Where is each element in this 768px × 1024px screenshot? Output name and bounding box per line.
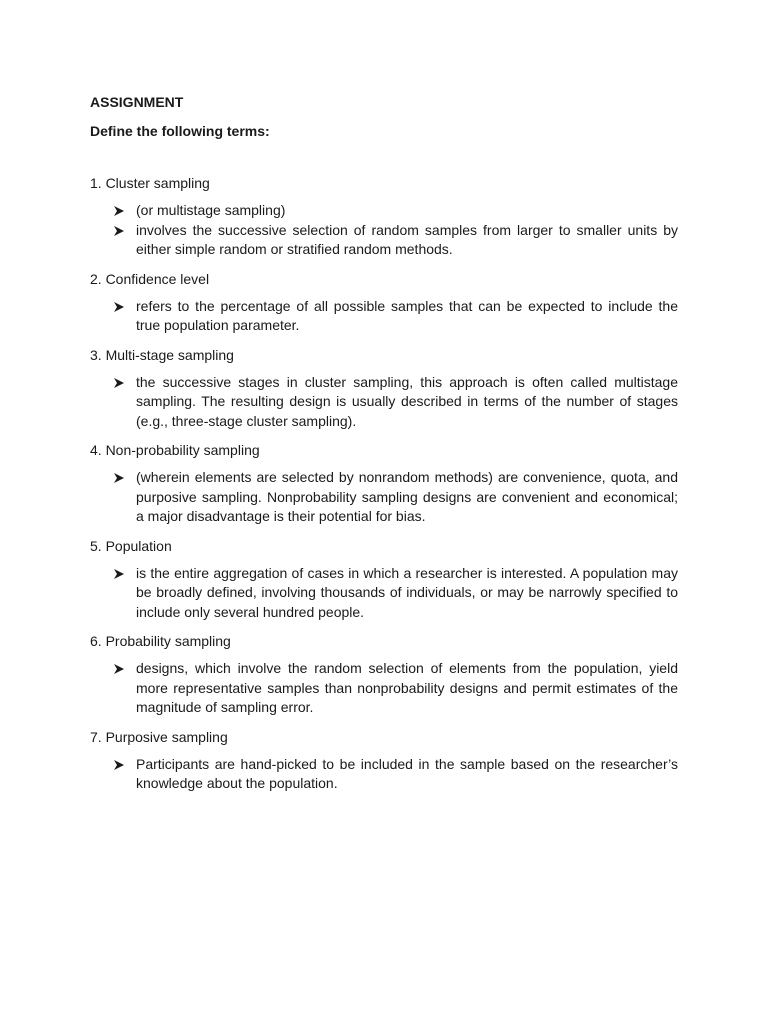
term-heading: 3. Multi-stage sampling xyxy=(90,346,234,363)
document-subtitle: Define the following terms: xyxy=(90,123,270,139)
bullet-item xyxy=(90,201,678,221)
term-list xyxy=(90,173,678,794)
term-heading: 5. Population xyxy=(90,537,172,554)
bullet-text: is the entire aggregation of cases in which a researcher is interested. A population may be broadly defined, involving thousands of individuals, or may be narrowly specified to include only several hundred people. xyxy=(136,564,678,620)
term-item xyxy=(90,631,678,718)
arrowhead-bullet-icon xyxy=(113,473,124,483)
bullet-item xyxy=(90,221,678,260)
bullet-item xyxy=(90,297,678,336)
bullet-list xyxy=(90,201,678,260)
bullet-text: Participants are hand-picked to be included in the sample based on the researcher’s knowledge about the population. xyxy=(136,755,678,791)
term-item xyxy=(90,345,678,432)
term-heading: 7. Purposive sampling xyxy=(90,728,228,745)
bullet-text: involves the successive selection of random samples from larger to smaller units by either simple random or stratified random methods. xyxy=(136,221,678,257)
term-heading: 2. Confidence level xyxy=(90,270,210,287)
bullet-text: refers to the percentage of all possible samples that can be expected to include the true population parameter. xyxy=(136,297,678,333)
document-title: ASSIGNMENT xyxy=(90,94,184,110)
arrowhead-bullet-icon xyxy=(113,664,124,674)
term-heading: 1. Cluster sampling xyxy=(90,175,210,191)
arrowhead-bullet-icon xyxy=(113,206,124,216)
bullet-text: the successive stages in cluster sampling, this approach is often called multistage sampling. The resulting design is usually described in terms of the number of stages (e.g., three-stage cluster sampling). xyxy=(136,373,678,429)
bullet-list xyxy=(90,755,678,794)
bullet-item xyxy=(90,755,678,794)
bullet-list xyxy=(90,373,678,432)
term-heading: 6. Probability sampling xyxy=(90,633,231,649)
term-item xyxy=(90,269,678,336)
term-heading: 4. Non-probability sampling xyxy=(90,442,260,458)
bullet-list xyxy=(90,659,678,718)
term-item xyxy=(90,173,678,260)
term-item xyxy=(90,440,678,527)
bullet-list xyxy=(90,468,678,527)
bullet-item xyxy=(90,564,678,623)
arrowhead-bullet-icon xyxy=(113,302,124,312)
arrowhead-bullet-icon xyxy=(113,569,124,579)
bullet-list xyxy=(90,297,678,336)
bullet-text: (wherein elements are selected by nonrandom methods) are convenience, quota, and purposive sampling. Nonprobability sampling designs are convenient and economical; a major disadvantage is their potential for bias. xyxy=(136,469,678,524)
arrowhead-bullet-icon xyxy=(113,378,124,388)
document-page xyxy=(90,92,678,803)
arrowhead-bullet-icon xyxy=(113,760,124,770)
bullet-text: designs, which involve the random selection of elements from the population, yield more representative samples than nonprobability designs and permit estimates of the magnitude of sampling error. xyxy=(136,660,678,715)
bullet-text: (or multistage sampling) xyxy=(136,202,286,218)
term-item xyxy=(90,727,678,794)
arrowhead-bullet-icon xyxy=(113,226,124,236)
bullet-item xyxy=(90,659,678,718)
bullet-item xyxy=(90,468,678,527)
bullet-list xyxy=(90,564,678,623)
bullet-item xyxy=(90,373,678,432)
term-item xyxy=(90,536,678,623)
